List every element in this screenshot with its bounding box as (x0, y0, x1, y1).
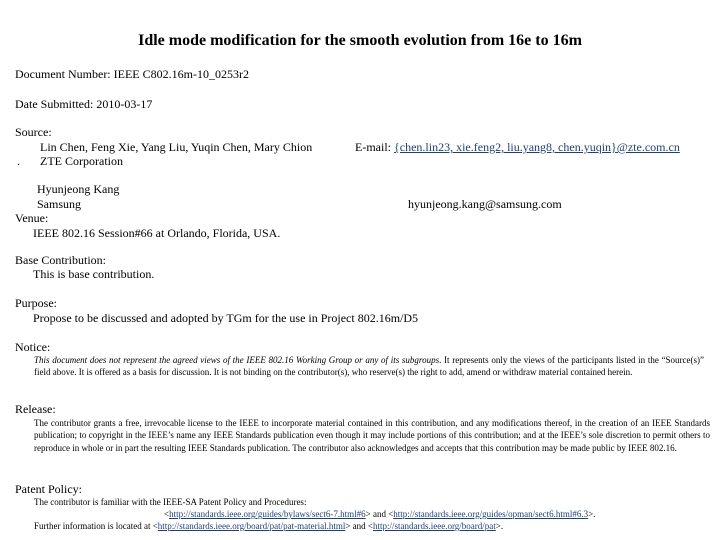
purpose-text: Propose to be discussed and adopted by TGm for the use in Project 802.16m/D5 (33, 311, 419, 325)
email-label: E-mail: (355, 140, 391, 154)
venue-label: Venue: (15, 211, 49, 225)
source-authors-zte: Lin Chen, Feng Xie, Yang Liu, Yuqin Chen, Mary Chion (40, 140, 313, 154)
source-org-zte: ZTE Corporation (40, 154, 123, 168)
link-pat-material[interactable]: http://standards.ieee.org/board/pat/pat-material.html (157, 521, 346, 531)
patent-line1: The contributor is familiar with the IEEE-SA Patent Policy and Procedures: (34, 497, 307, 507)
patent-line3: Further information is located at <http://standards.ieee.org/board/pat/pat-material.html> and <http://standards.ieee.org/board/pat>. (34, 521, 504, 531)
notice-disclaimer-italic: This document does not represent the agreed views of the IEEE 802.16 Working Group or any of its subgroups (34, 355, 440, 365)
patent-label: Patent Policy: (15, 482, 82, 496)
source-label: Source: (15, 125, 52, 139)
release-text: The contributor grants a free, irrevocable license to the IEEE to incorporate material contained in this contribution, and any modifications thereof, in the creation of an IEEE Standards publication; to copyright in the IEEE’s name any IEEE Standards publication even though it may include portions of this contribution; and at the IEEE’s sole discretion to permit others to reproduce in whole or in part the resulting IEEE Standards publication. The contributor also acknowledges and accepts that this contribution may be made public by IEEE 802.16. (34, 418, 710, 453)
link-bylaws[interactable]: http://standards.ieee.org/guides/bylaws/sect6-7.html#6 (169, 509, 366, 519)
link-pat[interactable]: http://standards.ieee.org/board/pat (372, 521, 496, 531)
notice-text (34, 354, 704, 379)
date-submitted: Date Submitted: 2010-03-17 (15, 97, 153, 111)
notice-disclaimer-rest: . It represents only the views of the participants listed in the “Source(s)” field above. It is offered as a basis for discussion. It is not binding on the contributor(s), who reserve(s) the right to add, amend or withdraw material contained herein. (34, 355, 704, 378)
email-zte-link[interactable]: {chen.lin23, xie.feng2, liu.yang8, chen.yuqin}@zte.com.cn (394, 140, 680, 154)
source-author-samsung: Hyunjeong Kang (37, 182, 120, 196)
email-zte-row (355, 140, 680, 155)
release-label: Release: (15, 402, 56, 416)
base-contribution-text: This is base contribution. (33, 267, 155, 281)
source-bullet: . (17, 154, 20, 168)
venue-text: IEEE 802.16 Session#66 at Orlando, Florida, USA. (33, 226, 281, 240)
purpose-label: Purpose: (15, 296, 57, 310)
patent-line2: <http://standards.ieee.org/guides/bylaws/sect6-7.html#6> and <http://standards.ieee.org/guides/opman/sect6.html#6.3>. (164, 509, 596, 519)
source-org-samsung: Samsung (37, 197, 82, 211)
base-contribution-label: Base Contribution: (15, 253, 106, 267)
notice-label: Notice: (15, 340, 51, 354)
document-number: Document Number: IEEE C802.16m-10_0253r2 (15, 67, 249, 81)
link-opman[interactable]: http://standards.ieee.org/guides/opman/sect6.html#6.3 (393, 509, 589, 519)
document-title: Idle mode modification for the smooth evolution from 16e to 16m (138, 32, 582, 49)
email-samsung: hyunjeong.kang@samsung.com (408, 197, 562, 211)
